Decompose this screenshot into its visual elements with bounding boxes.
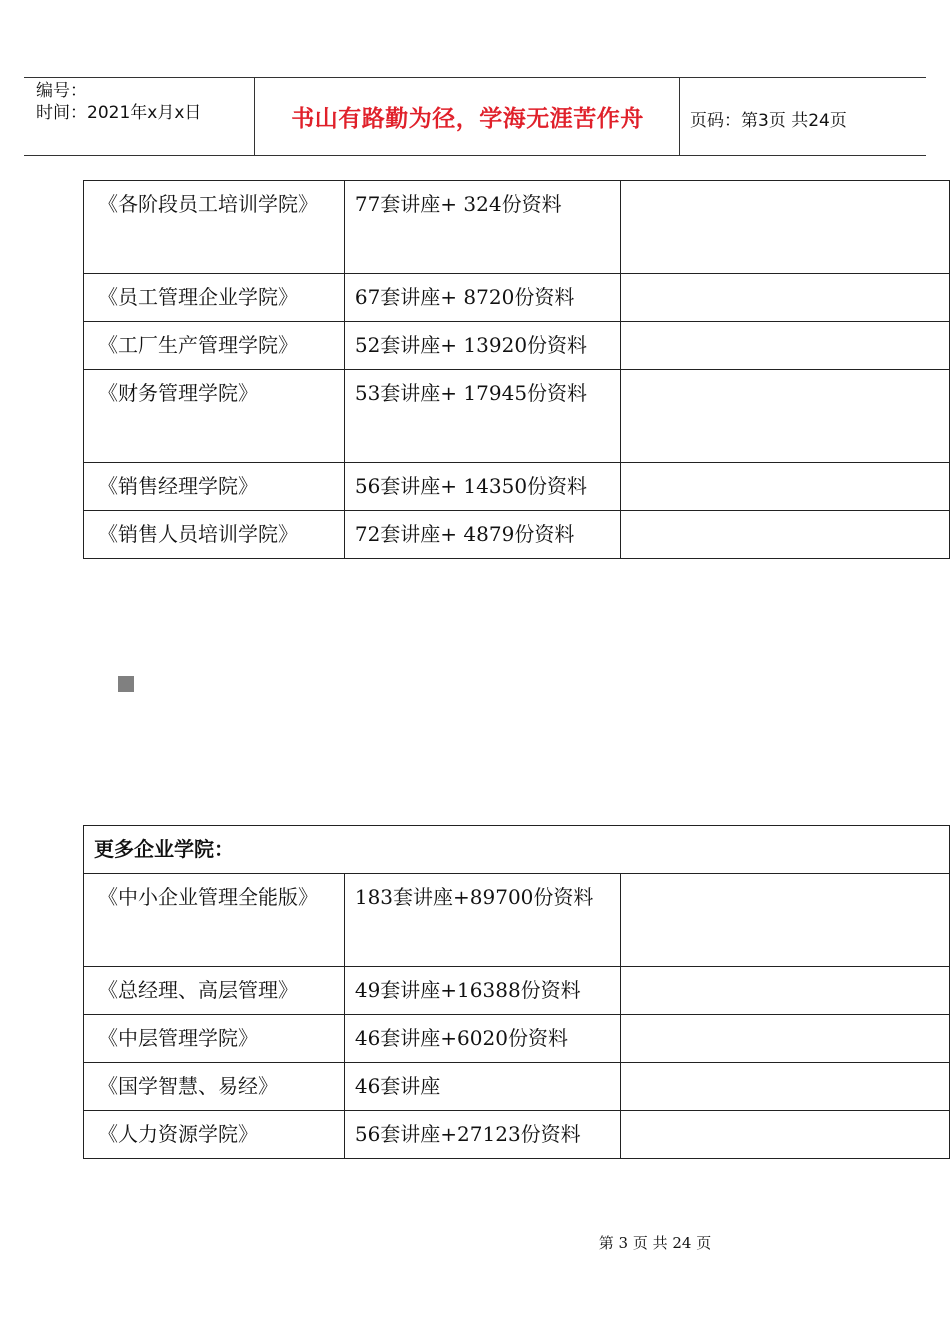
course-name: 《人力资源学院》 xyxy=(84,1111,345,1159)
table-row xyxy=(84,322,950,370)
course-desc: 72套讲座+ 4879份资料 xyxy=(344,511,620,559)
course-name: 《中层管理学院》 xyxy=(84,1015,345,1063)
course-desc: 46套讲座+6020份资料 xyxy=(344,1015,620,1063)
course-extra xyxy=(620,274,949,322)
header-top-rule xyxy=(24,77,926,78)
course-name: 《各阶段员工培训学院》 xyxy=(84,181,345,274)
table-row xyxy=(84,463,950,511)
table-row xyxy=(84,274,950,322)
course-desc: 52套讲座+ 13920份资料 xyxy=(344,322,620,370)
course-desc: 46套讲座 xyxy=(344,1063,620,1111)
placeholder-square-icon xyxy=(118,676,134,692)
table-row xyxy=(84,511,950,559)
course-extra xyxy=(620,370,949,463)
course-extra xyxy=(620,1015,949,1063)
header-motto: 书山有路勤为径，学海无涯苦作舟 xyxy=(291,106,644,132)
doc-number-label: 编号： xyxy=(36,81,87,101)
table-row xyxy=(84,1111,950,1159)
course-table-2 xyxy=(83,825,950,1159)
header-page-info: 页码：第3页 共24页 xyxy=(690,111,847,131)
course-name: 《总经理、高层管理》 xyxy=(84,967,345,1015)
doc-date-label: 时间：2021年x月x日 xyxy=(36,103,202,123)
course-desc: 53套讲座+ 17945份资料 xyxy=(344,370,620,463)
table-row xyxy=(84,370,950,463)
header-divider-2 xyxy=(679,77,680,155)
table-row xyxy=(84,1063,950,1111)
course-desc: 56套讲座+ 14350份资料 xyxy=(344,463,620,511)
course-desc: 56套讲座+27123份资料 xyxy=(344,1111,620,1159)
course-name: 《国学智慧、易经》 xyxy=(84,1063,345,1111)
course-name: 《中小企业管理全能版》 xyxy=(84,874,345,967)
course-desc: 77套讲座+ 324份资料 xyxy=(344,181,620,274)
table-row xyxy=(84,181,950,274)
course-extra xyxy=(620,463,949,511)
header-bottom-rule xyxy=(24,155,926,156)
course-desc: 49套讲座+16388份资料 xyxy=(344,967,620,1015)
course-extra xyxy=(620,967,949,1015)
course-desc: 183套讲座+89700份资料 xyxy=(344,874,620,967)
course-extra xyxy=(620,322,949,370)
course-name: 《员工管理企业学院》 xyxy=(84,274,345,322)
table-header-row xyxy=(84,826,950,874)
course-extra xyxy=(620,1063,949,1111)
table-row xyxy=(84,1015,950,1063)
header-left xyxy=(36,80,201,124)
course-name: 《销售经理学院》 xyxy=(84,463,345,511)
table-title: 更多企业学院： xyxy=(84,826,950,874)
course-name: 《工厂生产管理学院》 xyxy=(84,322,345,370)
course-table-1 xyxy=(83,180,950,559)
course-name: 《财务管理学院》 xyxy=(84,370,345,463)
header-divider-1 xyxy=(254,77,255,155)
course-extra xyxy=(620,874,949,967)
page-footer: 第 3 页 共 24 页 xyxy=(598,1234,712,1252)
table-row xyxy=(84,967,950,1015)
course-name: 《销售人员培训学院》 xyxy=(84,511,345,559)
course-extra xyxy=(620,181,949,274)
table-row xyxy=(84,874,950,967)
course-desc: 67套讲座+ 8720份资料 xyxy=(344,274,620,322)
course-extra xyxy=(620,511,949,559)
course-extra xyxy=(620,1111,949,1159)
